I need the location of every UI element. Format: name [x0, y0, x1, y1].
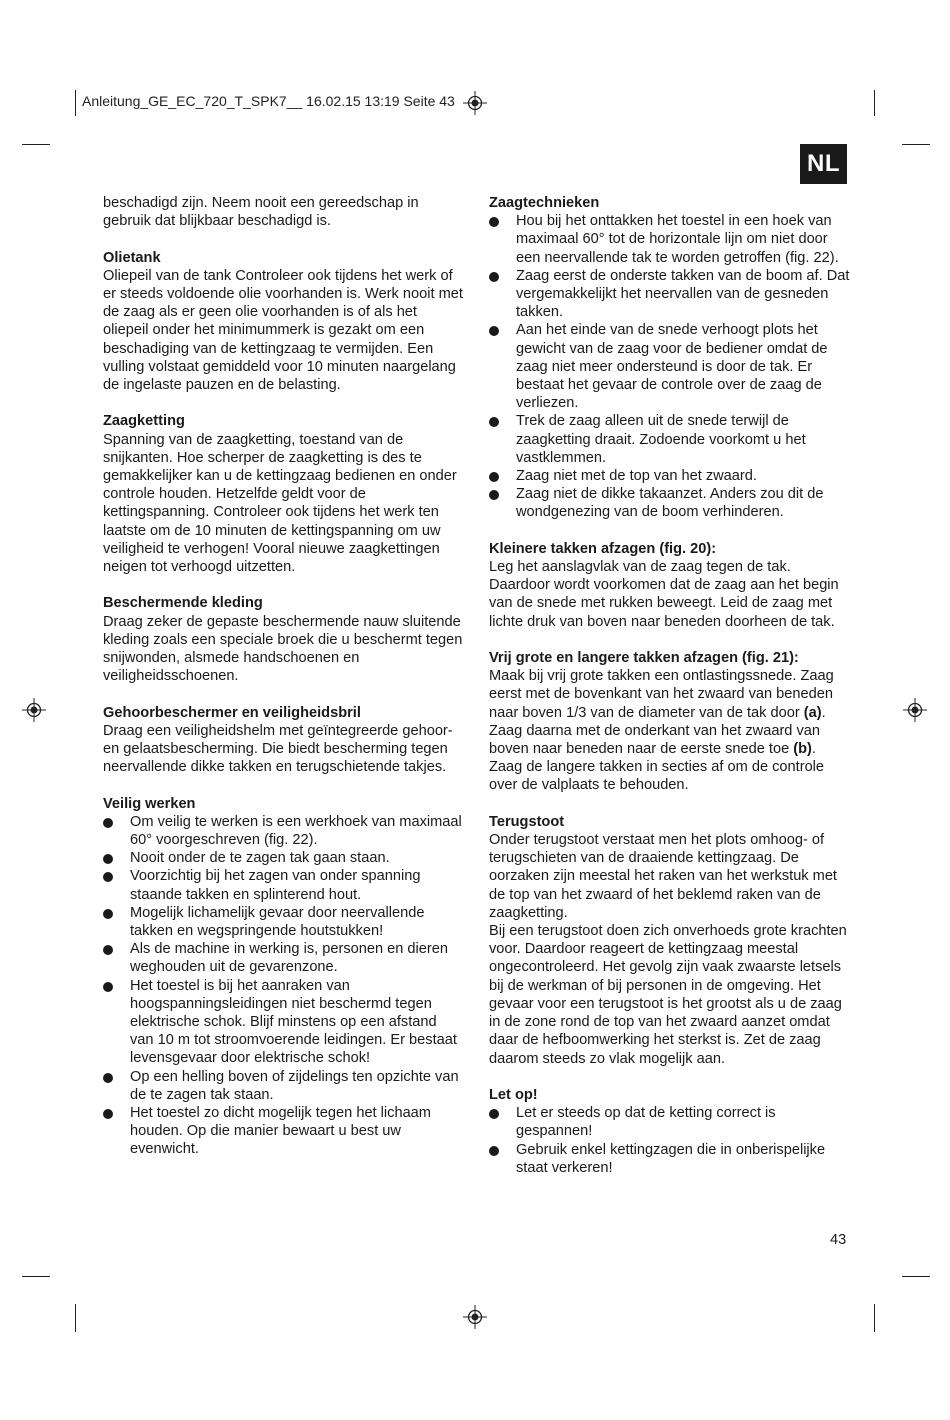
figure-label-b: (b)	[793, 741, 812, 758]
list-item: Let er steeds op dat de ketting correct is gespannen!	[489, 1104, 854, 1140]
section-body-grote-takken-2: Zaag de langere takken in secties af om de controle over de valplaats te behouden.	[489, 759, 825, 794]
section-body-terugstoot-1: Onder terugstoot verstaat men het plots omhoog- of terugschieten van de draaiende kettingzaag. De oorzaken zijn meestal het raken van het werkstuk met de top van het zwaard of het beklemd raken van de zaagketting.	[489, 832, 837, 921]
section-body-grote-takken: Maak bij vrij grote takken een ontlastingssnede. Zaag eerst met de bovenkant van het zwaard van beneden naar boven 1/3 van de diameter van de tak door (a). Zaag daarna met de onderkant van het zwaard van boven naar beneden naar de eerste snede toe (b).	[489, 668, 834, 758]
bullet-icon	[103, 1109, 113, 1119]
intro-paragraph: beschadigd zijn. Neem nooit een gereedschap in gebruik dat blijkbaar beschadigd is.	[103, 195, 419, 230]
crop-mark	[75, 90, 76, 116]
bullet-icon	[489, 417, 499, 427]
list-item: Op een helling boven of zijdelings ten opzichte van de te zagen tak staan.	[103, 1068, 463, 1104]
section-body-gehoor: Draag een veiligheidshelm met geïntegreerde gehoor- en gelaatsbescherming. Die biedt bescherming tegen neervallende dikke takken en terugschietende takjes.	[103, 722, 453, 776]
list-item: Nooit onder de te zagen tak gaan staan.	[103, 849, 463, 867]
list-item: Zaag eerst de onderste takken van de boom af. Dat vergemakkelijkt het neervallen van de gesneden takken.	[489, 267, 854, 322]
section-heading-kleinere-takken: Kleinere takken afzagen (fig. 20):	[489, 540, 717, 557]
bullet-icon	[103, 818, 113, 828]
crop-mark	[22, 144, 50, 145]
section-heading-kleding: Beschermende kleding	[103, 595, 263, 612]
crop-mark	[22, 1276, 50, 1277]
list-item: Voorzichtig bij het zagen van onder spanning staande takken en splinterend hout.	[103, 867, 463, 903]
bullet-icon	[489, 472, 499, 482]
section-heading-zaagtechnieken: Zaagtechnieken	[489, 195, 600, 211]
bullet-icon	[489, 1109, 499, 1119]
language-badge: NL	[800, 144, 847, 184]
section-heading-olietank: Olietank	[103, 249, 161, 266]
list-item: Om veilig te werken is een werkhoek van maximaal 60° voorgeschreven (fig. 22).	[103, 813, 463, 849]
section-body-olietank: Oliepeil van de tank Controleer ook tijdens het werk of er steeds voldoende olie voorhanden is. Werk nooit met de zaag als er geen olie voorhanden is of als het oliepeil onder het minimummerk is gezakt om een beschadiging van de kettingzaag te vermijden. Een vulling volstaat gemiddeld voor 10 minuten naargelang de ingelaste pauzen en de belasting.	[103, 267, 463, 394]
page-number: 43	[830, 1232, 847, 1248]
right-column	[489, 194, 854, 1177]
section-body-kleding: Draag zeker de gepaste beschermende nauw sluitende kleding zoals een speciale broek die u beschermt tegen snijwonden, alsmede handschoenen en veiligheidsschoenen.	[103, 613, 463, 685]
figure-label-a: (a)	[803, 704, 822, 721]
list-item: Het toestel zo dicht mogelijk tegen het lichaam houden. Op die manier bewaart u best uw evenwicht.	[103, 1104, 463, 1159]
registration-mark-icon	[463, 1305, 487, 1329]
bullet-icon	[103, 982, 113, 992]
list-item: Hou bij het onttakken het toestel in een hoek van maximaal 60° tot de horizontale lijn om niet door een neervallende tak te worden getroffen (fig. 22).	[489, 212, 854, 267]
list-item: Mogelijk lichamelijk gevaar door neervallende takken en wegspringende houtstukken!	[103, 904, 463, 940]
left-column	[103, 194, 463, 1159]
bullet-icon	[489, 217, 499, 227]
list-item: Gebruik enkel kettingzagen die in onberispelijke staat verkeren!	[489, 1141, 854, 1177]
section-heading-grote-takken: Vrij grote en langere takken afzagen (fig. 21):	[489, 650, 799, 667]
section-heading-terugstoot: Terugstoot	[489, 813, 565, 830]
crop-mark	[902, 144, 930, 145]
bullet-icon	[103, 945, 113, 955]
section-heading-zaagketting: Zaagketting	[103, 413, 185, 430]
list-item: Aan het einde van de snede verhoogt plots het gewicht van de zaag voor de bediener omdat de zaag niet meer ondersteund is door de tak. Er bestaat het gevaar de controle over de zaag de verliezen.	[489, 321, 854, 412]
section-heading-letop: Let op!	[489, 1086, 538, 1103]
registration-mark-icon	[903, 698, 927, 722]
section-body-terugstoot-2: Bij een terugstoot doen zich onverhoeds grote krachten voor. Daardoor reageert de kettingzaag meestal ongecontroleerd. Het gevolg zijn vaak zwaarste letsels bij de werkman of bij personen in de omgeving. Het gevaar voor een terugstoot is het grootst als u de zaag in de zone rond de top van het zwaard aanzet omdat daar de hefboomwerking het sterkst is. Zet de zaag daarom steeds zo vlak mogelijk aan.	[489, 923, 847, 1067]
bullet-list-letop	[489, 1104, 854, 1177]
bullet-icon	[103, 909, 113, 919]
crop-mark	[874, 1304, 875, 1332]
list-item: Zaag niet met de top van het zwaard.	[489, 467, 854, 485]
section-body-kleinere-takken: Leg het aanslagvlak van de zaag tegen de tak. Daardoor wordt voorkomen dat de zaag aan het begin van de snede met rukken beweegt. Leid de zaag met lichte druk van boven naar beneden doorheen de tak.	[489, 559, 839, 630]
crop-mark	[874, 90, 875, 116]
crop-mark	[902, 1276, 930, 1277]
bullet-icon	[103, 872, 113, 882]
bullet-icon	[103, 1073, 113, 1083]
bullet-icon	[103, 854, 113, 864]
registration-mark-icon	[463, 91, 487, 115]
section-body-zaagketting: Spanning van de zaagketting, toestand van de snijkanten. Hoe scherper de zaagketting is des te gemakkelijker kan u de kettingzaag bedienen en onder controle houden. Hetzelfde geldt voor de kettingspanning. Controleer ook tijdens het werk ten laatste om de 10 minuten de kettingspanning om uw veiligheid te verhogen! Vooral nieuwe zaagkettingen neigen tot verhoogd uitzetten.	[103, 431, 457, 576]
list-item: Zaag niet de dikke takaanzet. Anders zou dit de wondgenezing van de boom verhinderen.	[489, 485, 854, 521]
crop-mark	[75, 1304, 76, 1332]
list-item: Trek de zaag alleen uit de snede terwijl de zaagketting draait. Zodoende voorkomt u het vastklemmen.	[489, 412, 854, 467]
print-slug: Anleitung_GE_EC_720_T_SPK7__ 16.02.15 13:19 Seite 43	[82, 93, 455, 109]
list-item: Het toestel is bij het aanraken van hoogspanningsleidingen niet beschermd tegen elektrische schok. Blijf minstens op een afstand van 10 m tot stroomvoerende leidingen. Er bestaat levensgevaar door elektrische schok!	[103, 977, 463, 1068]
registration-mark-icon	[22, 698, 46, 722]
bullet-list-veilig	[103, 813, 463, 1159]
bullet-icon	[489, 490, 499, 500]
bullet-icon	[489, 1146, 499, 1156]
section-heading-veilig: Veilig werken	[103, 795, 196, 812]
bullet-list-zaagtechnieken	[489, 212, 854, 521]
section-heading-gehoor: Gehoorbeschermer en veiligheidsbril	[103, 704, 361, 721]
bullet-icon	[489, 272, 499, 282]
bullet-icon	[489, 326, 499, 336]
list-item: Als de machine in werking is, personen en dieren weghouden uit de gevarenzone.	[103, 940, 463, 976]
